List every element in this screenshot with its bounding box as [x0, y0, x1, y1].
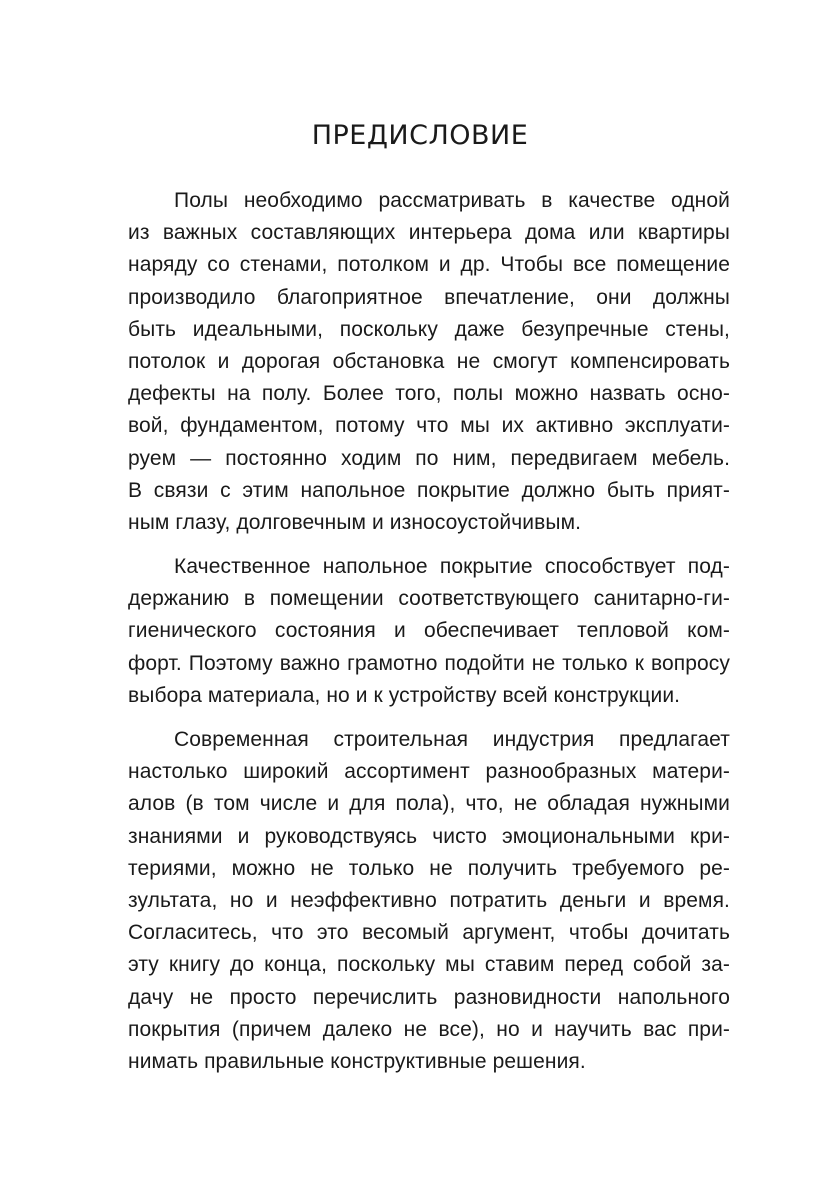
text-line: настолько широкий ассортимент разнообразных матери-	[128, 760, 730, 784]
text-line: нимать правильные конструктивные решения.	[128, 1049, 586, 1073]
text-line: дефекты на полу. Более того, полы можно назвать осно-	[128, 382, 730, 406]
text-line: знаниями и руководствуясь чисто эмоциональными кри-	[128, 824, 730, 848]
text-line: В связи с этим напольное покрытие должно быть прият-	[128, 478, 730, 502]
text-line: из важных составляющих интерьера дома или квартиры	[128, 221, 730, 245]
text-line: ным глазу, долговечным и износоустойчивым.	[128, 510, 582, 534]
text-line: алов (в том числе и для пола), что, не обладая нужными	[128, 792, 730, 816]
text-line: руем — постоянно ходим по ним, передвигаем мебель.	[128, 446, 730, 470]
text-line: держанию в помещении соответствующего санитарно-ги-	[128, 587, 730, 611]
text-line: Качественное напольное покрытие способствует под-	[174, 555, 730, 579]
paragraph-gap	[128, 712, 730, 724]
page-title: ПРЕДИСЛОВИЕ	[311, 120, 529, 151]
text-line: потолок и дорогая обстановка не смогут компенсировать	[128, 349, 730, 373]
text-line: зультата, но и неэффективно потратить деньги и время.	[128, 888, 730, 912]
text-line: форт. Поэтому важно грамотно подойти не только к вопросу	[128, 651, 730, 675]
text-line: дачу не просто перечислить разновидности напольного	[128, 985, 730, 1009]
text-line: гиенического состояния и обеспечивает тепловой ком-	[128, 619, 730, 643]
paragraph-2	[128, 551, 730, 712]
text-line: выбора материала, но и к устройству всей конструкции.	[128, 683, 681, 707]
text-line: териями, можно не только не получить требуемого ре-	[128, 856, 730, 880]
text-line: вой, фундаментом, потому что мы их активно эксплуати-	[128, 414, 730, 438]
paragraph-3	[128, 724, 730, 1078]
text-line: быть идеальными, поскольку даже безупречные стены,	[128, 317, 730, 341]
body-text	[128, 185, 730, 1078]
text-line: эту книгу до конца, поскольку мы ставим перед собой за-	[128, 953, 730, 977]
paragraph-gap	[128, 539, 730, 551]
text-line: Полы необходимо рассматривать в качестве одной	[174, 189, 730, 212]
text-line: производило благоприятное впечатление, они должны	[128, 285, 730, 309]
text-line: наряду со стенами, потолком и др. Чтобы все помещение	[128, 253, 730, 277]
text-line: Современная строительная индустрия предлагает	[174, 728, 730, 751]
text-line: покрытия (причем далеко не все), но и научить вас при-	[128, 1017, 730, 1041]
paragraph-1	[128, 185, 730, 539]
text-line: Согласитесь, что это весомый аргумент, чтобы дочитать	[128, 921, 730, 945]
